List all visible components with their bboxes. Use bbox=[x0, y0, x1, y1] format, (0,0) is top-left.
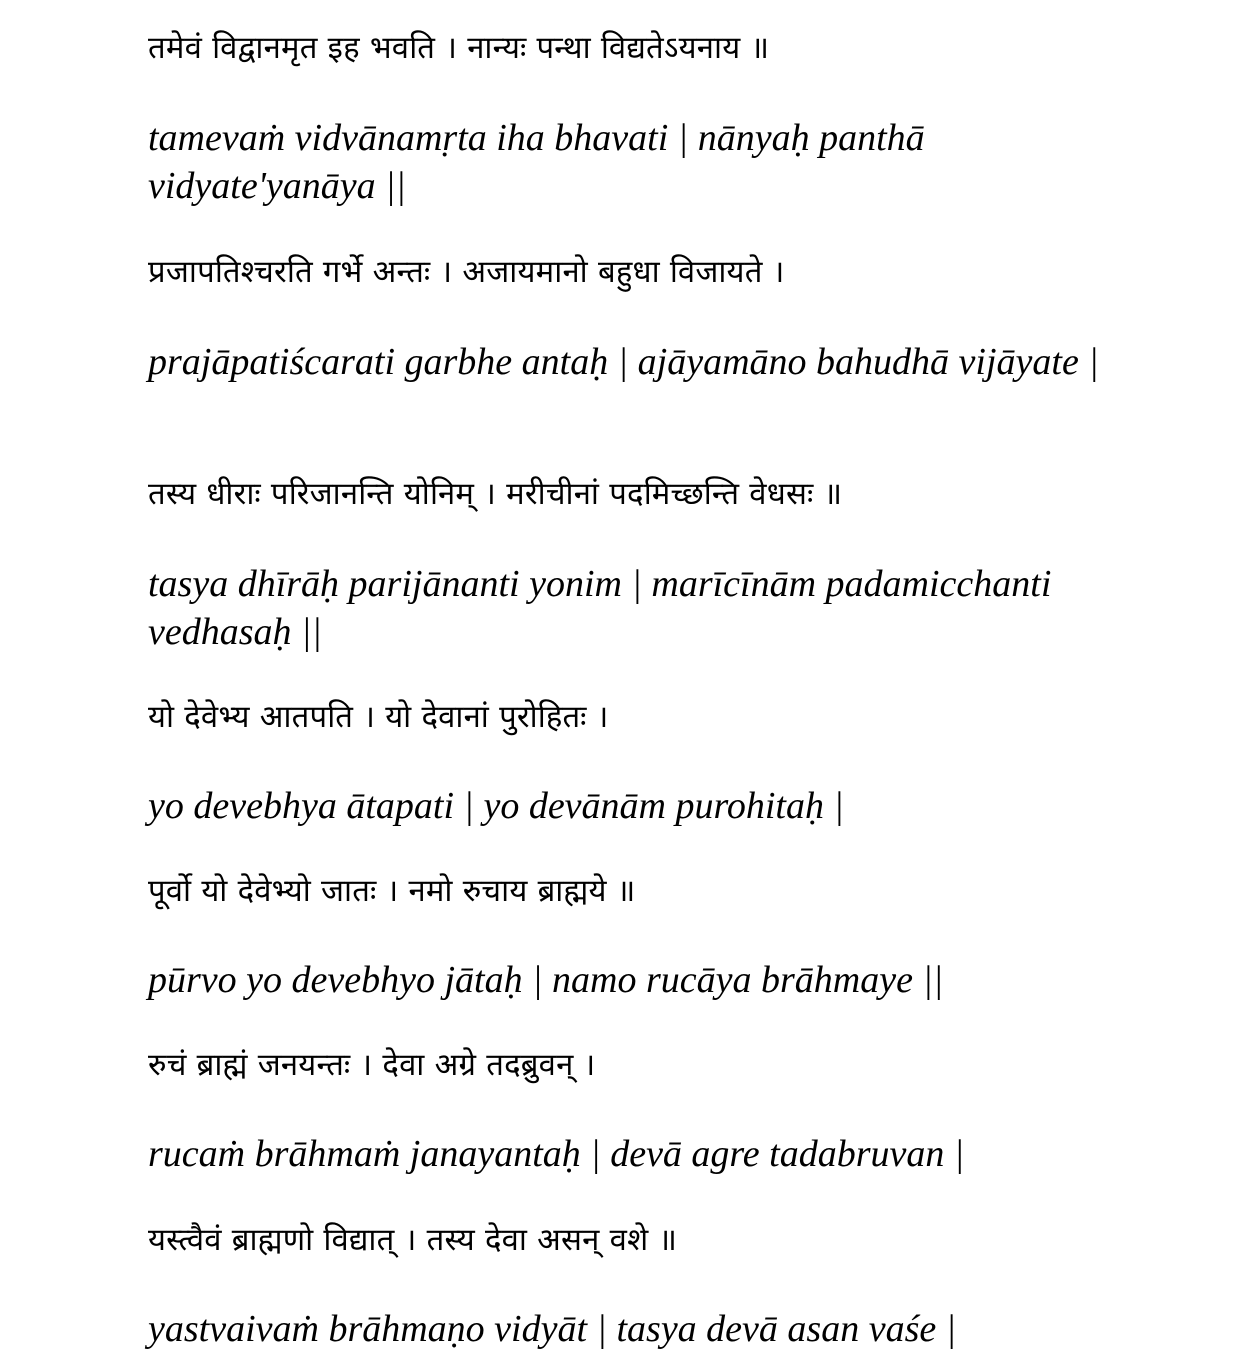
verse-6-devanagari: रुचं ब्राह्मं जनयन्तः । देवा अग्रे तदब्रुवन् । bbox=[148, 1047, 596, 1083]
verse-5-transliteration: pūrvo yo devebhyo jātaḥ | namo rucāya brāhmaye || bbox=[148, 959, 944, 1001]
verse-5-devanagari: पूर्वो यो देवेभ्यो जातः । नमो रुचाय ब्राह्मये ॥ bbox=[148, 873, 636, 909]
verse-7-transliteration: yastvaivaṁ brāhmaṇo vidyāt | tasya devā asan vaśe | bbox=[148, 1308, 957, 1350]
verse-1-devanagari: तमेवं विद्वानमृत इह भवति । नान्यः पन्था विद्यतेऽयनाय ॥ bbox=[148, 30, 770, 66]
verse-1-transliteration: tamevaṁ vidvānamṛta iha bhavati | nānyaḥ panthā vidyate'yanāya || bbox=[148, 117, 925, 207]
verse-2-transliteration: prajāpatiścarati garbhe antaḥ | ajāyamāno bahudhā vijāyate | bbox=[148, 341, 1099, 383]
verse-4-devanagari: यो देवेभ्य आतपति । यो देवानां पुरोहितः । bbox=[148, 699, 609, 735]
verse-6-transliteration: rucaṁ brāhmaṁ janayantaḥ | devā agre tadabruvan | bbox=[148, 1133, 965, 1175]
verse-2-devanagari: प्रजापतिश्चरति गर्भे अन्तः । अजायमानो बहुधा विजायते । bbox=[148, 254, 785, 290]
verse-3-transliteration: tasya dhīrāḥ parijānanti yonim | marīcīnām padamicchanti vedhasaḥ || bbox=[148, 563, 1052, 653]
verse-3-devanagari: तस्य धीराः परिजानन्ति योनिम् । मरीचीनां पदमिच्छन्ति वेधसः ॥ bbox=[148, 476, 843, 512]
verse-7-devanagari: यस्त्वैवं ब्राह्मणो विद्यात् । तस्य देवा असन् वशे ॥ bbox=[148, 1222, 678, 1258]
verse-4-transliteration: yo devebhya ātapati | yo devānām purohitaḥ | bbox=[148, 785, 844, 827]
